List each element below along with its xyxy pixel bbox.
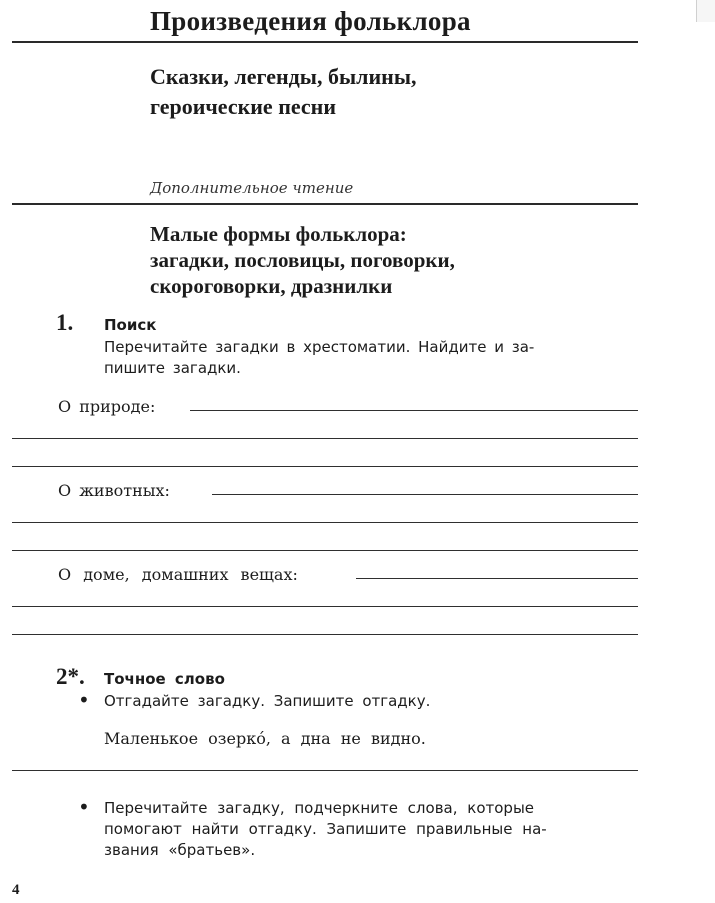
- task2-bullet-2-line-3: звания «братьев».: [104, 841, 256, 859]
- task1-instruction-line-2: пишите загадки.: [104, 359, 241, 377]
- bullet-1-marker: •: [78, 688, 90, 712]
- subtitle: [150, 62, 417, 122]
- subtitle-line-1: Сказки, легенды, былины,: [150, 64, 417, 89]
- section-heading-line-1: Малые формы фольклора:: [150, 222, 407, 246]
- field-home-line-2[interactable]: [12, 606, 638, 607]
- answer-line[interactable]: [12, 770, 638, 771]
- field-animals-label: О животных:: [58, 481, 170, 500]
- task2-bullet-2: [104, 798, 639, 861]
- field-animals-line-2[interactable]: [12, 522, 638, 523]
- section-heading: [150, 221, 455, 299]
- field-home-line-1[interactable]: [356, 578, 638, 579]
- additional-reading-label: Дополнительное чтение: [150, 179, 354, 197]
- task2-title: Точное слово: [104, 670, 225, 688]
- page-number: 4: [12, 882, 20, 898]
- page-corner-fold: [696, 0, 715, 22]
- section-heading-line-2: загадки, пословицы, поговорки,: [150, 248, 455, 272]
- task2-number: 2*.: [56, 664, 85, 689]
- field-nature-label: О природе:: [58, 397, 156, 416]
- field-nature-line-2[interactable]: [12, 438, 638, 439]
- task1-instruction-line-1: Перечитайте загадки в хрестоматии. Найдите и за-: [104, 338, 535, 356]
- task2-bullet-2-line-2: помогают найти отгадку. Запишите правильные на-: [104, 820, 547, 838]
- page-title: Произведения фольклора: [150, 6, 471, 36]
- section-heading-line-3: скороговорки, дразнилки: [150, 274, 393, 298]
- field-home-label: О доме, домашних вещах:: [58, 565, 298, 584]
- field-nature-line-3[interactable]: [12, 466, 638, 467]
- subtitle-line-2: героические песни: [150, 94, 337, 119]
- task1-number: 1.: [56, 310, 74, 335]
- riddle-text: Маленькое озеркó, а дна не видно.: [104, 729, 426, 748]
- task1-title: Поиск: [104, 316, 157, 334]
- field-nature-line-1[interactable]: [190, 410, 638, 411]
- task2-bullet-1: Отгадайте загадку. Запишите отгадку.: [104, 692, 431, 710]
- section-rule: [12, 203, 638, 205]
- field-home-line-3[interactable]: [12, 634, 638, 635]
- title-rule: [12, 41, 638, 43]
- bullet-2-marker: •: [78, 795, 90, 819]
- field-animals-line-3[interactable]: [12, 550, 638, 551]
- field-animals-line-1[interactable]: [212, 494, 638, 495]
- task2-bullet-2-line-1: Перечитайте загадку, подчеркните слова, которые: [104, 799, 535, 817]
- task1-instruction: [104, 337, 639, 379]
